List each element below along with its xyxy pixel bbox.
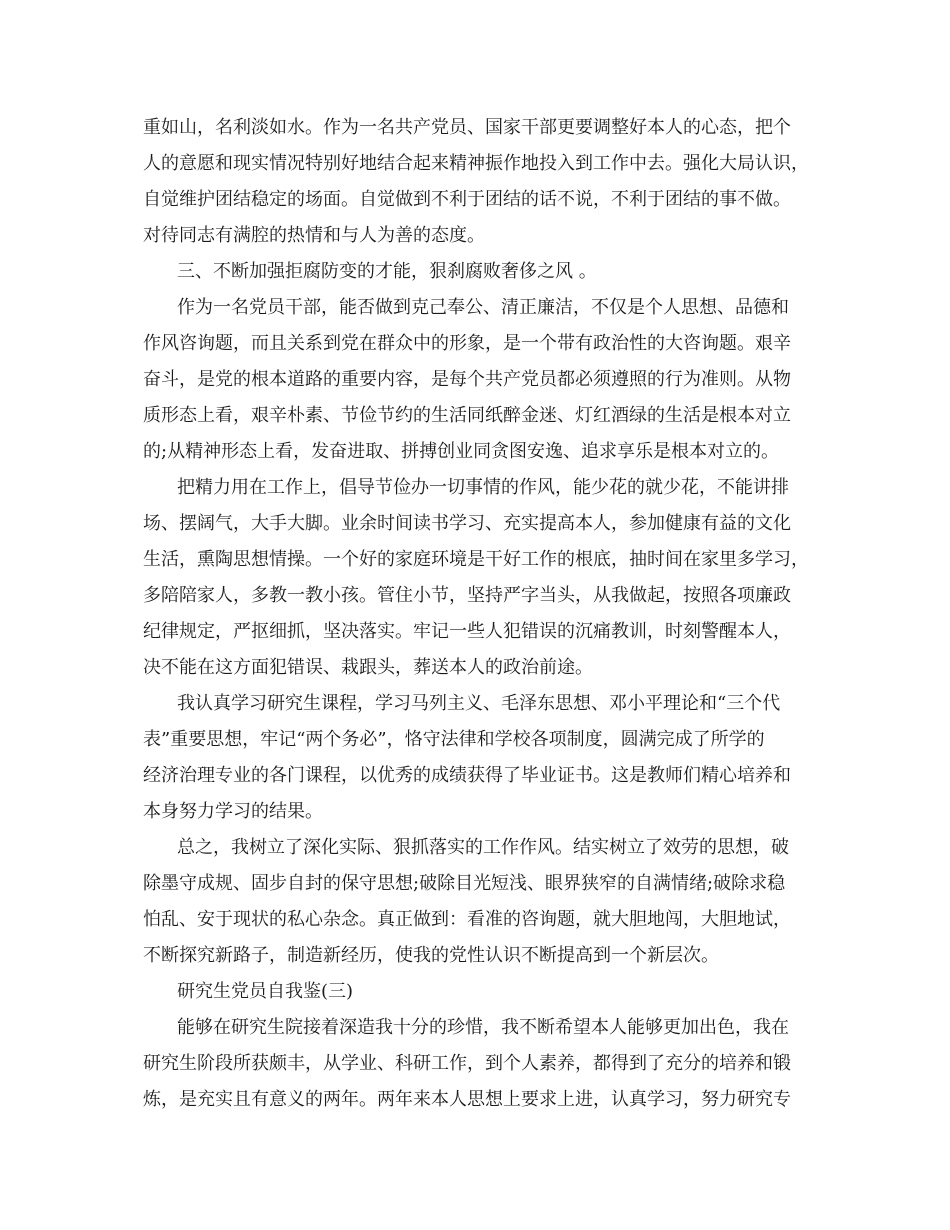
text-line: 重如山，名利淡如水。作为一名共产党员、国家干部更要调整好本人的心态，把个 xyxy=(143,117,791,138)
text-line: 我认真学习研究生课程，学习马列主义、毛泽东思想、邓小平理论和“三个代 xyxy=(177,693,781,714)
text-line: 决不能在这方面犯错误、栽跟头，葬送本人的政治前途。 xyxy=(143,657,593,678)
text-line: 自觉维护团结稳定的场面。自觉做到不利于团结的话不说，不利于团结的事不做。 xyxy=(143,189,791,210)
text-line: 对待同志有满腔的热情和与人为善的态度。 xyxy=(143,225,485,246)
text-line: 的;从精神形态上看，发奋进取、拼搏创业同贪图安逸、追求享乐是根本对立的。 xyxy=(143,441,780,462)
text-line: 作为一名党员干部，能否做到克己奉公、清正廉洁，不仅是个人思想、品德和 xyxy=(177,297,789,318)
text-line: 质形态上看，艰辛朴素、节俭节约的生活同纸醉金迷、灯红酒绿的生活是根本对立 xyxy=(143,405,791,426)
section-title: 研究生党员自我鉴(三) xyxy=(177,981,354,1002)
text-line: 总之，我树立了深化实际、狠抓落实的工作作风。结实树立了效劳的思想，破 xyxy=(177,837,789,858)
text-line: 场、摆阔气，大手大脚。业余时间读书学习、充实提高本人，参加健康有益的文化 xyxy=(143,513,791,534)
text-line: 多陪陪家人，多教一教小孩。管住小节，坚持严字当头，从我做起，按照各项廉政 xyxy=(143,585,791,606)
text-line: 能够在研究生院接着深造我十分的珍惜，我不断希望本人能够更加出色，我在 xyxy=(177,1017,789,1038)
text-line: 研究生阶段所获颇丰，从学业、科研工作，到个人素养，都得到了充分的培养和锻 xyxy=(143,1053,791,1074)
text-line: 奋斗，是党的根本道路的重要内容，是每个共产党员都必须遵照的行为准则。从物 xyxy=(143,369,791,390)
text-line: 生活，熏陶思想情操。一个好的家庭环境是干好工作的根底，抽时间在家里多学习， xyxy=(143,549,809,570)
text-line: 作风咨询题，而且关系到党在群众中的形象，是一个带有政治性的大咨询题。艰辛 xyxy=(143,333,791,354)
text-line: 怕乱、安于现状的私心杂念。真正做到：看准的咨询题，就大胆地闯，大胆地试， xyxy=(143,909,791,930)
text-line: 纪律规定，严抠细抓，坚决落实。牢记一些人犯错误的沉痛教训，时刻警醒本人， xyxy=(143,621,791,642)
text-line: 除墨守成规、固步自封的保守思想;破除目光短浅、眼界狭窄的自满情绪;破除求稳 xyxy=(143,873,786,894)
text-line: 人的意愿和现实情况特别好地结合起来精神振作地投入到工作中去。强化大局认识， xyxy=(143,153,809,174)
text-line: 不断探究新路子，制造新经历，使我的党性认识不断提高到一个新层次。 xyxy=(143,945,719,966)
text-line: 本身努力学习的结果。 xyxy=(143,801,323,822)
text-line: 把精力用在工作上，倡导节俭办一切事情的作风，能少花的就少花，不能讲排 xyxy=(177,477,789,498)
text-line: 经济治理专业的各门课程，以优秀的成绩获得了毕业证书。这是教师们精心培养和 xyxy=(143,765,791,786)
text-line: 表”重要思想，牢记“两个务必”，恪守法律和学校各项制度，圆满完成了所学的 xyxy=(143,729,765,750)
text-line: 炼，是充实且有意义的两年。两年来本人思想上要求上进，认真学习，努力研究专 xyxy=(143,1089,791,1110)
section-heading: 三、不断加强拒腐防变的才能，狠刹腐败奢侈之风 。 xyxy=(177,261,597,282)
